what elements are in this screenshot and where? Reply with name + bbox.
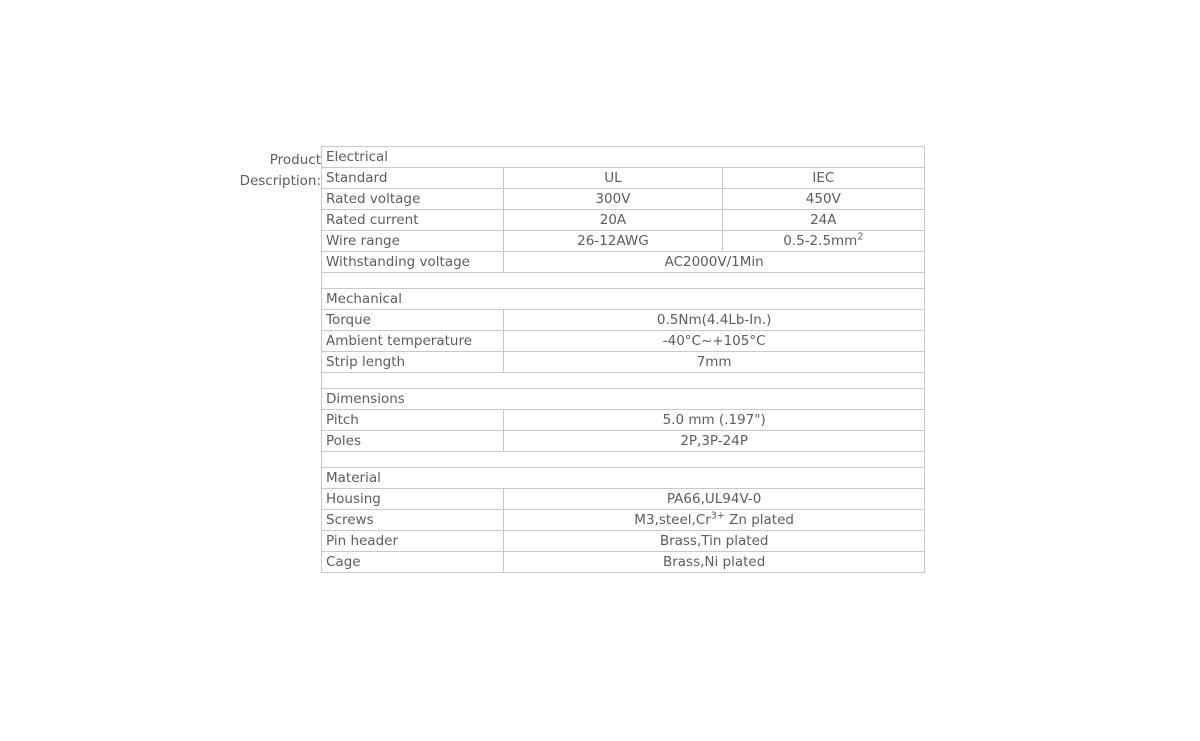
table-row	[322, 331, 925, 352]
row-label-housing: Housing	[322, 489, 504, 510]
row-label-torque: Torque	[322, 310, 504, 331]
row-value-rated-voltage-ul: 300V	[504, 189, 722, 210]
screws-value-prefix: M3,steel,Cr	[634, 511, 711, 528]
section-header-row	[322, 289, 925, 310]
row-label-cage: Cage	[322, 552, 504, 573]
label-line-1: Product	[269, 152, 321, 168]
row-value-screws	[504, 510, 925, 531]
spacer-cell	[322, 452, 925, 468]
row-label-screws: Screws	[322, 510, 504, 531]
row-value-withstanding-voltage: AC2000V/1Min	[504, 252, 925, 273]
table-row	[322, 431, 925, 452]
section-header-row	[322, 389, 925, 410]
section-header-row	[322, 147, 925, 168]
table-row	[322, 231, 925, 252]
table-row	[322, 552, 925, 573]
row-label-rated-voltage: Rated voltage	[322, 189, 504, 210]
product-description-label	[0, 146, 321, 192]
row-value-poles: 2P,3P-24P	[504, 431, 925, 452]
wire-range-iec-superscript: 2	[857, 231, 864, 242]
table-row	[322, 352, 925, 373]
row-value-rated-current-ul: 20A	[504, 210, 722, 231]
row-value-standard-iec: IEC	[722, 168, 924, 189]
table-row	[322, 531, 925, 552]
row-label-strip-length: Strip length	[322, 352, 504, 373]
table-row	[322, 252, 925, 273]
row-value-pin-header: Brass,Tin plated	[504, 531, 925, 552]
table-row	[322, 410, 925, 431]
table-row	[322, 189, 925, 210]
row-label-wire-range: Wire range	[322, 231, 504, 252]
row-value-pitch: 5.0 mm (.197")	[504, 410, 925, 431]
screws-value-superscript: 3+	[710, 510, 725, 521]
section-header-row	[322, 468, 925, 489]
row-value-ambient-temperature: -40°C~+105°C	[504, 331, 925, 352]
screws-value-suffix: Zn plated	[724, 511, 794, 528]
row-label-standard: Standard	[322, 168, 504, 189]
label-line-2: Description:	[239, 173, 321, 189]
specification-table	[321, 146, 925, 573]
table-row	[322, 489, 925, 510]
spacer-cell	[322, 373, 925, 389]
row-label-ambient-temperature: Ambient temperature	[322, 331, 504, 352]
row-label-withstanding-voltage: Withstanding voltage	[322, 252, 504, 273]
row-label-pitch: Pitch	[322, 410, 504, 431]
row-value-torque: 0.5Nm(4.4Lb-In.)	[504, 310, 925, 331]
row-label-rated-current: Rated current	[322, 210, 504, 231]
table-row	[322, 168, 925, 189]
spacer-cell	[322, 273, 925, 289]
row-value-housing: PA66,UL94V-0	[504, 489, 925, 510]
row-value-cage: Brass,Ni plated	[504, 552, 925, 573]
section-title-electrical: Electrical	[322, 147, 925, 168]
section-spacer-row	[322, 273, 925, 289]
section-spacer-row	[322, 373, 925, 389]
product-description-block	[0, 146, 1200, 573]
row-value-rated-current-iec: 24A	[722, 210, 924, 231]
row-label-pin-header: Pin header	[322, 531, 504, 552]
section-title-material: Material	[322, 468, 925, 489]
row-value-wire-range-iec	[722, 231, 924, 252]
section-title-mechanical: Mechanical	[322, 289, 925, 310]
row-value-wire-range-ul: 26-12AWG	[504, 231, 722, 252]
section-spacer-row	[322, 452, 925, 468]
table-row	[322, 510, 925, 531]
row-value-rated-voltage-iec: 450V	[722, 189, 924, 210]
row-label-poles: Poles	[322, 431, 504, 452]
wire-range-iec-base: 0.5-2.5mm	[783, 232, 858, 249]
section-title-dimensions: Dimensions	[322, 389, 925, 410]
row-value-strip-length: 7mm	[504, 352, 925, 373]
row-value-standard-ul: UL	[504, 168, 722, 189]
table-row	[322, 210, 925, 231]
table-row	[322, 310, 925, 331]
